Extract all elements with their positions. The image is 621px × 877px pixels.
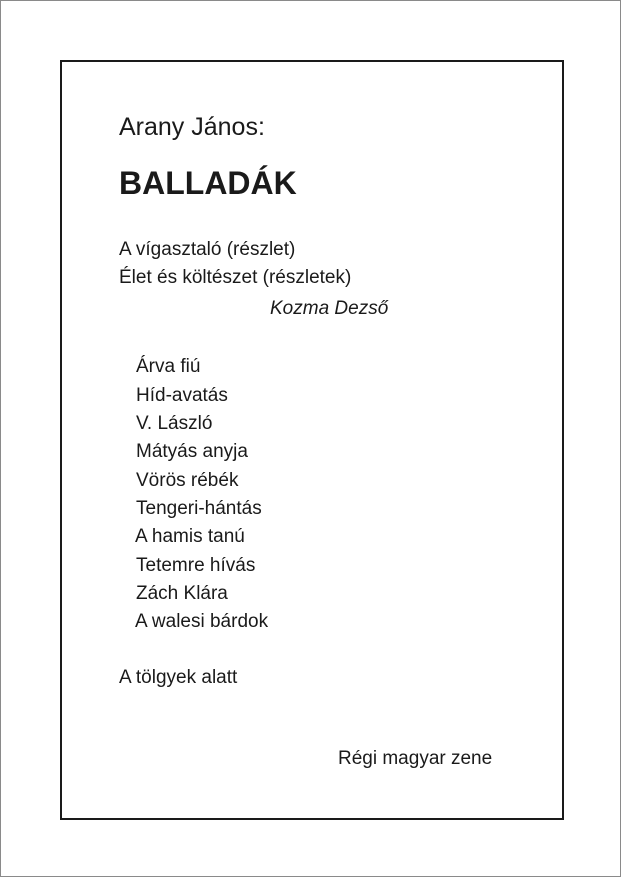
ballad-list-item: Mátyás anyja xyxy=(136,441,248,462)
credit-name: Kozma Dezső xyxy=(270,298,389,319)
ballad-list-item: Vörös rébék xyxy=(136,470,239,491)
closing-line: A tölgyek alatt xyxy=(119,667,238,688)
ballad-list-item: A hamis tanú xyxy=(135,526,245,547)
footer-note: Régi magyar zene xyxy=(338,748,493,769)
book-title: BALLADÁK xyxy=(119,165,297,201)
intro-line: A vígasztaló (részlet) xyxy=(119,239,296,260)
intro-line: Élet és költészet (részletek) xyxy=(119,267,352,288)
ballad-list-item: V. László xyxy=(136,413,213,434)
ballad-list-item: Híd-avatás xyxy=(136,385,228,406)
ballad-list-item: Zách Klára xyxy=(136,583,228,604)
ballad-list-item: Tengeri-hántás xyxy=(136,498,262,519)
ballad-list-item: A walesi bárdok xyxy=(135,611,269,632)
ballad-list-item: Tetemre hívás xyxy=(136,555,256,576)
author-heading: Arany János: xyxy=(119,113,265,141)
ballad-list-item: Árva fiú xyxy=(136,356,201,377)
